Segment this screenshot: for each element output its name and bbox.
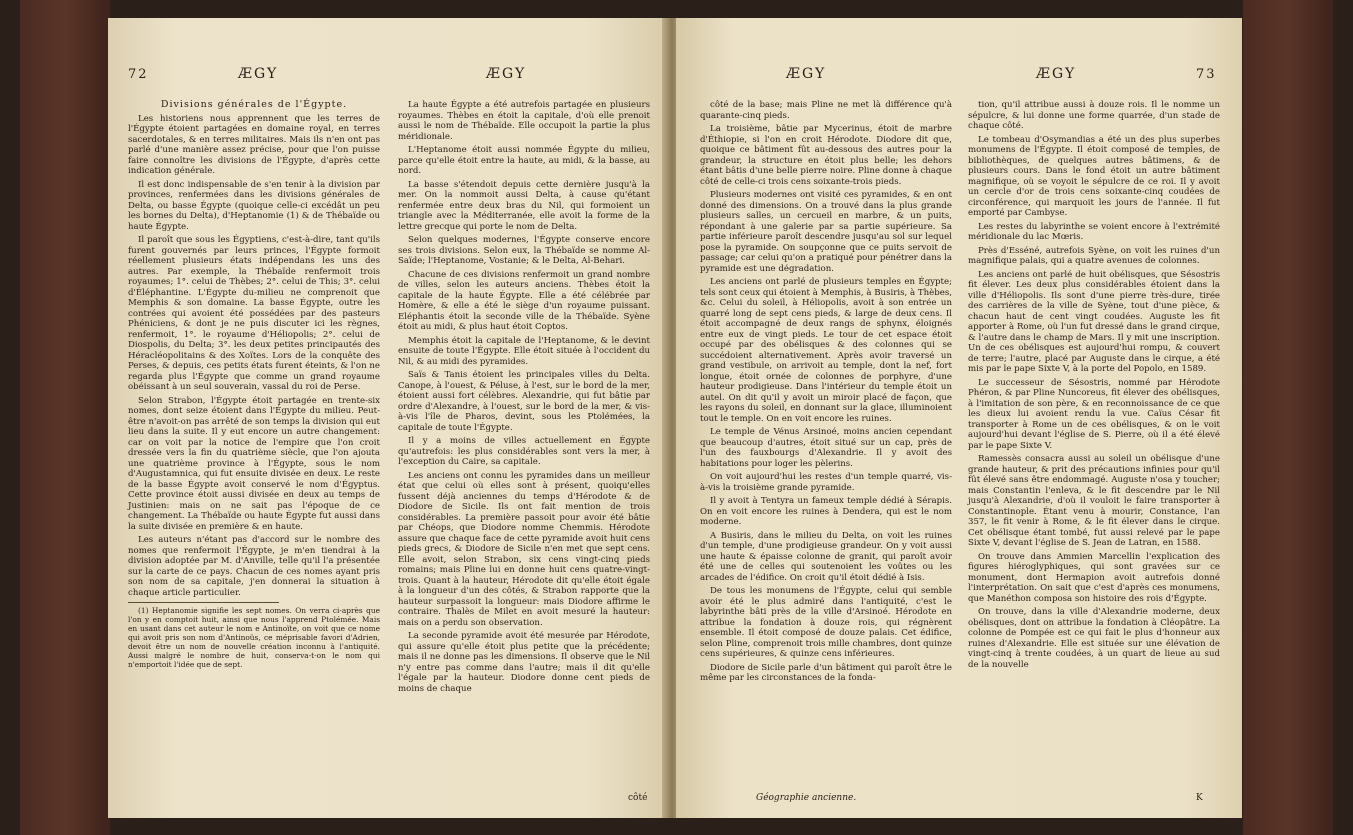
paragraph: Selon quelques modernes, l'Égypte conserve encore ses trois divisions. Selon eux, la Thébaïde se nomme Al-Saïde; l'Heptanome, Vostanie; & le Delta, Al-Behari.	[398, 235, 650, 266]
left-cover-edge	[20, 0, 110, 835]
left-column-2	[398, 100, 650, 697]
left-page	[108, 18, 668, 818]
paragraph: Près d'Esséné, autrefois Syène, on voit les ruines d'un magnifique palais, qui a quatre avenues de colonnes.	[968, 245, 1220, 266]
right-column-1	[700, 100, 952, 687]
footnote-rule	[128, 602, 279, 603]
paragraph: On trouve dans Ammien Marcellin l'explication des figures hiéroglyphiques, qui sont gravées sur ce monument, dont Hermapion avoit autrefois donné l'interprétation. On sait que c'est d'après ces monumens, que Manéthon composa son histoire des rois d'Égypte.	[968, 551, 1220, 604]
paragraph: L'Heptanome étoit aussi nommée Égypte du milieu, parce qu'elle étoit entre la haute, au midi, & la basse, au nord.	[398, 145, 650, 176]
paragraph: tion, qu'il attribue aussi à douze rois. Il le nomme un sépulcre, & lui donne une forme quarrée, d'un stade de chaque côté.	[968, 100, 1220, 131]
paragraph: Memphis étoit la capitale de l'Heptanome, & le devint ensuite de toute l'Égypte. Elle étoit située à l'occident du Nil, & au midi des pyramides.	[398, 335, 650, 367]
paragraph: Il paroît que sous les Égyptiens, c'est-à-dire, tant qu'ils furent gouvernés par leurs princes, l'Égypte formoit réellement plusieurs états indépendans les uns des autres. Par exemple, la Thébaïde renfermoit trois royaumes; 1°. celui de Thèbes; 2°. celui de This; 3°. celui d'Éléphantine. L'Égypte du-milieu ne comprenoit que Memphis & son domaine. La basse Égypte, outre les contrées qui avoient été possédées par des pasteurs Phéniciens, & dont je ne puis discuter ici les règnes, renfermoit, 1°. le royaume d'Héliopolis; 2°. celui de Diospolis, du Delta; 3°. les deux petites principautés des Héracléopolitains & des Xoïtes. Lors de la conquête des Perses, & depuis, ces petits états furent éteints, & l'on ne regarda plus l'Égypte que comme un grand royaume obéissant à un seul souverain, vassal du roi de Perse.	[128, 235, 380, 392]
paragraph: Le successeur de Sésostris, nommé par Hérodote Phéron, & par Pline Nuncoreus, fit élever des obélisques, à l'imitation de son père, & en reconnoissance de ce que les dieux lui avoient rendu la vue. Caïus César fit transporter à Rome un de ces obélisques, & on le voit aujourd'hui devant l'église de S. Pierre, où il a été élevé par le pape Sixte V.	[968, 377, 1220, 451]
paragraph: Il y a moins de villes actuellement en Égypte qu'autrefois: les plus considérables sont vers la mer, à l'exception du Caire, sa capitale.	[398, 436, 650, 467]
paragraph: Saïs & Tanis étoient les principales villes du Delta. Canope, à l'ouest, & Péluse, à l'est, sur le bord de la mer, étoient aussi fort célèbres. Alexandrie, qui fut bâtie par ordre d'Alexandre, à l'ouest, sur le bord de la mer, & vis-à-vis l'île de Pharos, devint, sous les Ptolémées, la capitale de toute l'Égypte.	[398, 370, 650, 433]
left-page-number: 72	[128, 67, 149, 82]
paragraph: Les auteurs n'étant pas d'accord sur le nombre des nomes que renfermoit l'Égypte, je m'en tiendrai à la division adoptée par M. d'Anville, telle qu'il l'a présentée sur la carte de ce pays. Chacun de ces nomes ayant pris son nom de sa capitale, j'en donnerai la situation à chaque article particulier.	[128, 535, 380, 598]
paragraph: Selon Strabon, l'Égypte étoit partagée en trente-six nomes, dont seize étoient dans l'Égypte du milieu. Peut-être n'avoit-on pas arrêté de son temps la division qui eut lieu dans la suite. Il y eut encore un autre changement: car on voit par la notice de l'empire que l'on croit dressée vers la fin du quatrième siècle, que l'on ajouta une quatrième province à l'Égypte, sous le nom d'Augustamnica, qui fut ensuite divisée en deux. Le reste de la basse Égypte avoit conservé le nom d'Égyptus. Cette province étoit aussi divisée en deux au temps de Justinien: mais on ne sait pas l'époque de ce changement. La Thébaïde ou haute Égypte fut aussi dans la suite divisée en première & en haute.	[128, 395, 380, 532]
paragraph: Les anciens ont connu les pyramides dans un meilleur état que celui où elles sont à présent, quoiqu'elles fussent déjà anciennes du temps d'Hérodote & de Diodore de Sicile. Ils ont fait mention de trois considérables. La première passoit pour avoir été bâtie par Chéops, que Diodore nomme Chemmis. Hérodote assure que chaque face de cette pyramide avoit huit cens pieds grecs, & Diodore de Sicile n'en met que sept cens. Elle avoit, selon Strabon, six cens vingt-cinq pieds romains; mais Pline lui en donne huit cens quatre-vingt-trois. Quant à la hauteur, Hérodote dit qu'elle étoit égale à la longueur d'un des côtés, & Strabon rapporte que la hauteur surpassoit la longueur: mais Diodore affirme le contraire. Thalès de Milet en avoit mesuré la hauteur: mais on a perdu son observation.	[398, 470, 650, 628]
paragraph: Diodore de Sicile parle d'un bâtiment qui paroît être le même par les circonstances de la fonda-	[700, 662, 952, 683]
paragraph: La haute Égypte a été autrefois partagée en plusieurs royaumes. Thèbes en étoit la capitale, d'où elle prenoit aussi le nom de Thébaïde. Elle occupoit la partie la plus méridionale.	[398, 100, 650, 142]
paragraph: On voit aujourd'hui les restes d'un temple quarré, vis-à-vis la troisième grande pyramide.	[700, 472, 952, 493]
right-catchword: K	[1196, 793, 1203, 803]
section-title: Divisions générales de l'Égypte.	[160, 99, 348, 110]
paragraph: Le temple de Vénus Arsinoé, moins ancien cependant que beaucoup d'autres, étoit situé sur un cap, près de l'un des fauxbourgs d'Alexandrie. Il y avoit des habitations pour loger les pèlerins.	[700, 427, 952, 469]
paragraph: La troisième, bâtie par Mycerinus, étoit de marbre d'Éthiopie, si l'on en croit Hérodote. Diodore dit que, quoique ce bâtiment fût au-dessous des autres pour la grandeur, la structure en étoit plus belle; les dehors étant bâtis d'une belle pierre noire. Pline donne à chaque côté de celle-ci trois cens soixante-trois pieds.	[700, 124, 952, 187]
paragraph: On trouve, dans la ville d'Alexandrie moderne, deux obélisques, dont on attribue la fondation à Cléopâtre. La colonne de Pompée est ce qui fait le plus d'honneur aux ruines d'Alexandrie. Elle est située sur une élévation de vingt-cinq à trente coudées, à un quart de lieue au sud de la nouvelle	[968, 607, 1220, 670]
paragraph: Les anciens ont parlé de plusieurs temples en Égypte; tels sont ceux qui étoient à Memphis, à Busiris, à Thèbes, &c. Celui du soleil, à Héliopolis, avoit à son entrée un quarré long de sept cens pieds, & large de deux cens. Il étoit accompagné de deux rangs de sphynx, éloignés entre eux de vingt pieds. Le tour de cet espace étoit occupé par des obélisques & des colonnes qui se succédoient alternativement. Après avoir traversé un grand vestibule, on arrivoit au temple, dont la nef, fort longue, étoit ornée de colonnes de porphyre, d'une hauteur prodigieuse. Dans l'intérieur du temple étoit un autel. On dit qu'il y avoit un miroir placé de façon, que les rayons du soleil, en donnant sur la glace, illuminoient tout le temple. On en voit encore les ruines.	[700, 277, 952, 424]
left-catchword: côté	[628, 793, 648, 803]
paragraph: Les anciens ont parlé de huit obélisques, que Sésostris fit élever. Les deux plus considérables étoient dans la ville d'Héliopolis. Ils sont d'une pierre très-dure, tirée des carrières de la ville de Syène, tout d'une pièce, & chacun haut de cent vingt coudées. Auguste les fit apporter à Rome, où l'un fut dressé dans le grand cirque, & l'autre dans le champ de Mars. Il y mit une inscription. Un de ces obélisques est aujourd'hui rompu, & couvert de terre; l'autre, placé par Auguste dans le cirque, a été mis par le pape Sixte V, à la porte del Popolo, en 1589.	[968, 269, 1220, 374]
right-page	[676, 18, 1242, 818]
right-cover-edge	[1243, 0, 1333, 835]
paragraph: Le tombeau d'Osymandias a été un des plus superbes monumens de l'Égypte. Il étoit composé de temples, de bibliothèques, de quelques autres bâtimens, & de plusieurs cours. Dans le fond étoit un autre bâtiment magnifique, où se voyoit le sépulcre de ce roi. Il y avoit un cercle d'or de trois cens soixante-cinq coudées de circonférence, qui marquoit les jours de l'année. Il fut emporté par Cambyse.	[968, 134, 1220, 218]
right-running-title-2: ÆGY	[1036, 66, 1077, 82]
paragraph: Les historiens nous apprennent que les terres de l'Égypte étoient partagées en domaine royal, en terres sacerdotales, & en terres militaires. Mais ils n'en ont pas parlé d'une manière assez précise, pour que l'on puisse faire connoître les divisions de l'Égypte, d'après cette indication générale.	[128, 113, 380, 176]
left-running-title-2: ÆGY	[486, 66, 527, 82]
paragraph: Il y avoit à Tentyra un fameux temple dédié à Sérapis. On en voit encore les ruines à Dendera, qui est le nom moderne.	[700, 496, 952, 527]
paragraph: A Busiris, dans le milieu du Delta, on voit les ruines d'un temple, d'une prodigieuse grandeur. On y voit aussi une haute & épaisse colonne de granit, qui paroît avoir été une de celles qui soutenoient les voûtes ou les arcades de l'édifice. On croit qu'il étoit dédié à Isis.	[700, 530, 952, 583]
paragraph: Plusieurs modernes ont visité ces pyramides, & en ont donné des dimensions. On a trouvé dans la plus grande plusieurs salles, un cercueil en marbre, & un puits, répondant à une galerie par sa partie supérieure. Sa partie inférieure paroît descendre jusqu'au sol sur lequel pose la pyramide. On soupçonne que ce puits servoit de passage; car celui qu'on a pratiqué pour pénétrer dans la pyramide est une dégradation.	[700, 190, 952, 274]
right-page-number: 73	[1196, 67, 1217, 82]
paragraph: Chacune de ces divisions renfermoit un grand nombre de villes, selon les auteurs anciens. Thèbes étoit la capitale de la haute Égypte. Elle a été célébrée par Homère, & elle a été le siège d'un royaume puissant. Eléphantis étoit la seconde ville de la Thébaïde. Syène étoit au midi, & plus haut étoit Coptos.	[398, 269, 650, 332]
paragraph: La basse s'étendoit depuis cette dernière jusqu'à la mer. On la nommoit aussi Delta, à cause qu'étant renfermée entre deux bras du Nil, qui formoient un triangle avec la Méditerranée, elle avoit la forme de la lettre grecque qui porte le nom de Delta.	[398, 179, 650, 232]
paragraph: La seconde pyramide avoit été mesurée par Hérodote, qui assure qu'elle étoit plus petite que la précédente; mais il ne donne pas les dimensions. Il observe que le Nil n'y entre pas comme dans l'autre; mais il dit qu'elle l'égale par la hauteur. Diodore donne cent pieds de moins de chaque	[398, 631, 650, 694]
signature-mark: Géographie ancienne.	[756, 793, 857, 803]
paragraph: côté de la base; mais Pline ne met là différence qu'à quarante-cinq pieds.	[700, 100, 952, 121]
right-running-title-1: ÆGY	[786, 66, 827, 82]
left-column-1	[128, 100, 380, 672]
paragraph: De tous les monumens de l'Égypte, celui qui semble avoir été le plus admiré dans l'antiquité, c'est le labyrinthe bâti près de la ville d'Arsinoé. Hérodote en attribue la fondation à douze rois, qui régnèrent ensemble. Il étoit composé de douze palais. Cet édifice, selon Pline, comprenoit trois mille chambres, dont quinze cens supérieures, & quinze cens inférieures.	[700, 586, 952, 659]
right-column-2	[968, 100, 1220, 673]
footnote: (1) Heptanomie signifie les sept nomes. On verra ci-après que l'on y en comptoit huit, ainsi que nous l'apprend Ptolémée. Mais en usant dans cet auteur le nom e Antinoïte, on voit que ce nome qui avoit pris son nom d'Antinoüs, ce méprisable favori d'Adrien, devoit être un nom de nouvelle création inconnu à l'antiquité. Aussi malgré le nombre de huit, conserva-t-on le nom qui n'emportoit l'idée que de sept.	[128, 606, 380, 669]
paragraph: Les restes du labyrinthe se voient encore à l'extrémité méridionale du lac Mœris.	[968, 221, 1220, 242]
left-running-title-1: ÆGY	[238, 66, 279, 82]
paragraph: Ramessès consacra aussi au soleil un obélisque d'une grande hauteur, & prit des précautions infinies pour qu'il fût élevé sans être endommagé. Auguste n'osa y toucher; mais Constantin l'enleva, & le fit descendre par le Nil jusqu'à Alexandrie, d'où il vouloit le faire transporter à Constantinople. Étant venu à mourir, Constance, l'an 357, le fit venir à Rome, & le fit élever dans le cirque. Cet obélisque étant tombé, fut aussi relevé par le pape Sixte V, devant l'église de S. Jean de Latran, en 1588.	[968, 454, 1220, 548]
paragraph: Il est donc indispensable de s'en tenir à la division par provinces, renfermées dans les divisions générales de Delta, ou basse Égypte (quoique celle-ci excédât un peu les bornes du Delta), d'Heptanomie (1) & de Thébaïde ou haute Égypte.	[128, 179, 380, 232]
